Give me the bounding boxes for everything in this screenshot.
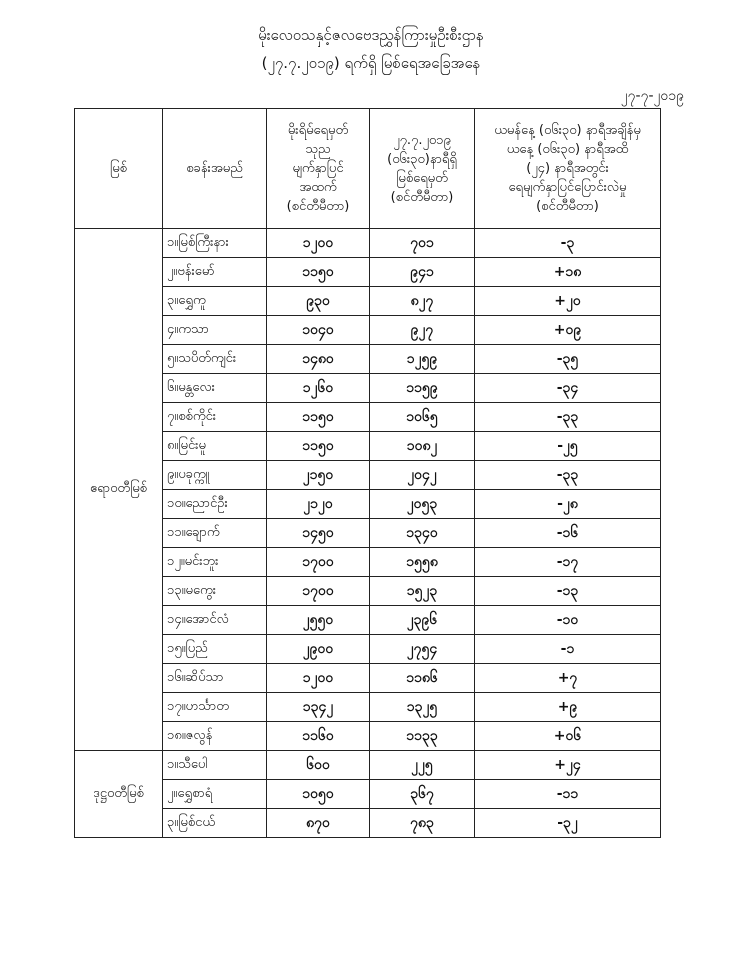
header-line: (စင်တီမီတာ) bbox=[536, 199, 599, 214]
station-name-cell: ၃။ရွှေကူ bbox=[163, 287, 267, 316]
water-level-cell: ၉၂၇ bbox=[370, 316, 475, 345]
station-name-cell: ၂။ရွှေစာရံ bbox=[163, 780, 267, 809]
water-level-cell: ၂၂၅ bbox=[370, 751, 475, 780]
report-date: ၂၇-၇-၂၀၁၉ bbox=[620, 88, 684, 104]
level-change-cell: +၂၄ bbox=[475, 751, 661, 780]
station-name-cell: ၁။သီပေါ bbox=[163, 751, 267, 780]
danger-level-cell: ၁၁၅၀ bbox=[267, 432, 370, 461]
water-level-cell: ၁၀၆၅ bbox=[370, 403, 475, 432]
station-name-cell: ၁၆။ဆိပ်သာ bbox=[163, 664, 267, 693]
level-change-cell: -၃၅ bbox=[475, 345, 661, 374]
level-change-cell: +၁၈ bbox=[475, 258, 661, 287]
column-header-river: မြစ် bbox=[75, 109, 163, 229]
level-change-cell: +၇ bbox=[475, 664, 661, 693]
station-name-cell: ၄။ကသာ bbox=[163, 316, 267, 345]
water-level-cell: ၁၃၂၅ bbox=[370, 693, 475, 722]
header-line: (စင်တီမီတာ) bbox=[390, 189, 454, 205]
danger-level-cell: ၁၇၀၀ bbox=[267, 577, 370, 606]
table-body bbox=[75, 229, 661, 838]
table-row bbox=[75, 780, 661, 809]
header-line: (၂၄) နာရီအတွင်း bbox=[526, 161, 609, 176]
column-header-station: စခန်းအမည် bbox=[163, 109, 267, 229]
column-header-danger-level bbox=[267, 109, 370, 229]
header-line: မြစ်ရေမှတ် bbox=[396, 170, 448, 186]
header-line: (၀၆း၃၀)နာရီရှိ bbox=[387, 151, 457, 167]
level-change-cell: +၀၉ bbox=[475, 316, 661, 345]
table-row bbox=[75, 809, 661, 838]
station-name-cell: ၅။သပိတ်ကျင်း bbox=[163, 345, 267, 374]
station-name-cell: ၁၂။မင်းဘူး bbox=[163, 548, 267, 577]
header-line: ယနေ့ (၀၆း၃၀) နာရီအထိ bbox=[506, 142, 629, 157]
table-row bbox=[75, 258, 661, 287]
water-level-cell: ၁၂၅၉ bbox=[370, 345, 475, 374]
table-row bbox=[75, 490, 661, 519]
level-change-cell: -၁၇ bbox=[475, 548, 661, 577]
table-row bbox=[75, 577, 661, 606]
water-level-cell: ၉၄၁ bbox=[370, 258, 475, 287]
water-level-cell: ၁၀၈၂ bbox=[370, 432, 475, 461]
danger-level-cell: ၂၁၅၀ bbox=[267, 461, 370, 490]
level-change-cell: -၁၃ bbox=[475, 577, 661, 606]
level-change-cell: -၃ bbox=[475, 229, 661, 258]
danger-level-cell: ၁၄၅၀ bbox=[267, 519, 370, 548]
header-line: ယမန်နေ့ (၀၆း၃၀) နာရီအချိန်မှ bbox=[494, 123, 641, 138]
station-name-cell: ၂။ဗန်းမော် bbox=[163, 258, 267, 287]
water-level-cell: ၂၀၅၃ bbox=[370, 490, 475, 519]
level-change-cell: -၃၂ bbox=[475, 809, 661, 838]
danger-level-cell: ၁၂၀၀ bbox=[267, 664, 370, 693]
river-level-table bbox=[74, 108, 661, 838]
table-row bbox=[75, 664, 661, 693]
level-change-cell: -၁၁ bbox=[475, 780, 661, 809]
level-change-cell: -၁၆ bbox=[475, 519, 661, 548]
header-line: အထက် bbox=[299, 180, 337, 195]
water-level-cell: ၁၅၂၃ bbox=[370, 577, 475, 606]
table-row bbox=[75, 606, 661, 635]
danger-level-cell: ၁၂၀၀ bbox=[267, 229, 370, 258]
level-change-cell: -၃၃ bbox=[475, 403, 661, 432]
level-change-cell: -၂၈ bbox=[475, 490, 661, 519]
level-change-cell: +၂၀ bbox=[475, 287, 661, 316]
station-name-cell: ၁။မြစ်ကြီးနား bbox=[163, 229, 267, 258]
header-line: မျက်နှာပြင် bbox=[292, 161, 344, 176]
station-name-cell: ၈။မြင်းမူ bbox=[163, 432, 267, 461]
river-name-cell: ဧရာဝတီမြစ် bbox=[75, 229, 163, 751]
water-level-cell: ၃၆၇ bbox=[370, 780, 475, 809]
table-row bbox=[75, 722, 661, 751]
water-level-cell: ၁၃၄၀ bbox=[370, 519, 475, 548]
table-row bbox=[75, 229, 661, 258]
danger-level-cell: ၉၃၀ bbox=[267, 287, 370, 316]
station-name-cell: ၁၄။အောင်လံ bbox=[163, 606, 267, 635]
level-change-cell: -၁၀ bbox=[475, 606, 661, 635]
table-row bbox=[75, 548, 661, 577]
table-row bbox=[75, 432, 661, 461]
level-change-cell: -၃၃ bbox=[475, 461, 661, 490]
danger-level-cell: ၂၁၂၀ bbox=[267, 490, 370, 519]
danger-level-cell: ၂၉၀၀ bbox=[267, 635, 370, 664]
station-name-cell: ၁၈။ဇလွန် bbox=[163, 722, 267, 751]
danger-level-cell: ၁၁၅၀ bbox=[267, 403, 370, 432]
water-level-cell: ၁၅၅၈ bbox=[370, 548, 475, 577]
header-line: မိုးရိမ်ရေမှတ် bbox=[287, 123, 349, 138]
table-row bbox=[75, 374, 661, 403]
station-name-cell: ၁၁။ချောက် bbox=[163, 519, 267, 548]
header-line: ရေမျက်နှာပြင်ပြောင်းလဲမှု bbox=[508, 180, 627, 195]
table-header-row bbox=[75, 109, 661, 229]
river-name-cell: ဒုဋ္ဌဝတီမြစ် bbox=[75, 751, 163, 838]
station-name-cell: ၁၇။ဟင်္သာတ bbox=[163, 693, 267, 722]
page-title: မိုးလေဝသနှင့်ဇလဗေဒညွှန်ကြားမှုဦးစီးဌာန bbox=[258, 26, 484, 44]
station-name-cell: ၇။စစ်ကိုင်း bbox=[163, 403, 267, 432]
level-change-cell: -၂၅ bbox=[475, 432, 661, 461]
water-level-cell: ၁၁၃၃ bbox=[370, 722, 475, 751]
station-name-cell: ၉။ပခုက္ကူ bbox=[163, 461, 267, 490]
danger-level-cell: ၁၇၀၀ bbox=[267, 548, 370, 577]
table-row bbox=[75, 287, 661, 316]
column-header-24h-change bbox=[475, 109, 661, 229]
danger-level-cell: ၁၁၅၀ bbox=[267, 258, 370, 287]
water-level-cell: ၂၇၅၄ bbox=[370, 635, 475, 664]
table-row bbox=[75, 461, 661, 490]
danger-level-cell: ၁၀၄၀ bbox=[267, 316, 370, 345]
level-change-cell: -၁ bbox=[475, 635, 661, 664]
water-level-cell: ၈၂၇ bbox=[370, 287, 475, 316]
header-line: သုည bbox=[305, 142, 331, 157]
level-change-cell: +၀၆ bbox=[475, 722, 661, 751]
table-row bbox=[75, 635, 661, 664]
water-level-cell: ၁၁၅၉ bbox=[370, 374, 475, 403]
danger-level-cell: ၁၃၄၂ bbox=[267, 693, 370, 722]
water-level-cell: ၂၀၄၂ bbox=[370, 461, 475, 490]
table-row bbox=[75, 751, 661, 780]
station-name-cell: ၁၅။ပြည် bbox=[163, 635, 267, 664]
danger-level-cell: ၈၇၀ bbox=[267, 809, 370, 838]
danger-level-cell: ၁၂၆၀ bbox=[267, 374, 370, 403]
level-change-cell: -၃၄ bbox=[475, 374, 661, 403]
danger-level-cell: ၂၅၅၀ bbox=[267, 606, 370, 635]
water-level-cell: ၂၃၉၆ bbox=[370, 606, 475, 635]
table-row bbox=[75, 403, 661, 432]
danger-level-cell: ၁၀၅၀ bbox=[267, 780, 370, 809]
danger-level-cell: ၆၀၀ bbox=[267, 751, 370, 780]
table-row bbox=[75, 345, 661, 374]
table-row bbox=[75, 316, 661, 345]
page-subtitle: (၂၇.၇.၂၀၁၉) ရက်ရှိ မြစ်ရေအခြေအနေ bbox=[261, 54, 481, 72]
water-level-cell: ၁၁၈၆ bbox=[370, 664, 475, 693]
header-line: (စင်တီမီတာ) bbox=[286, 199, 350, 214]
level-change-cell: +၉ bbox=[475, 693, 661, 722]
station-name-cell: ၃။မြစ်ငယ် bbox=[163, 809, 267, 838]
water-level-cell: ၇၈၃ bbox=[370, 809, 475, 838]
water-level-cell: ၇၀၁ bbox=[370, 229, 475, 258]
danger-level-cell: ၁၁၆၀ bbox=[267, 722, 370, 751]
table-row bbox=[75, 519, 661, 548]
header-line: ၂၇.၇.၂၀၁၉ bbox=[393, 132, 451, 148]
station-name-cell: ၆။မန္တလေး bbox=[163, 374, 267, 403]
column-header-water-level bbox=[370, 109, 475, 229]
table-row bbox=[75, 693, 661, 722]
station-name-cell: ၁၃။မကွေး bbox=[163, 577, 267, 606]
station-name-cell: ၁၀။ညောင်ဦး bbox=[163, 490, 267, 519]
danger-level-cell: ၁၄၈၀ bbox=[267, 345, 370, 374]
